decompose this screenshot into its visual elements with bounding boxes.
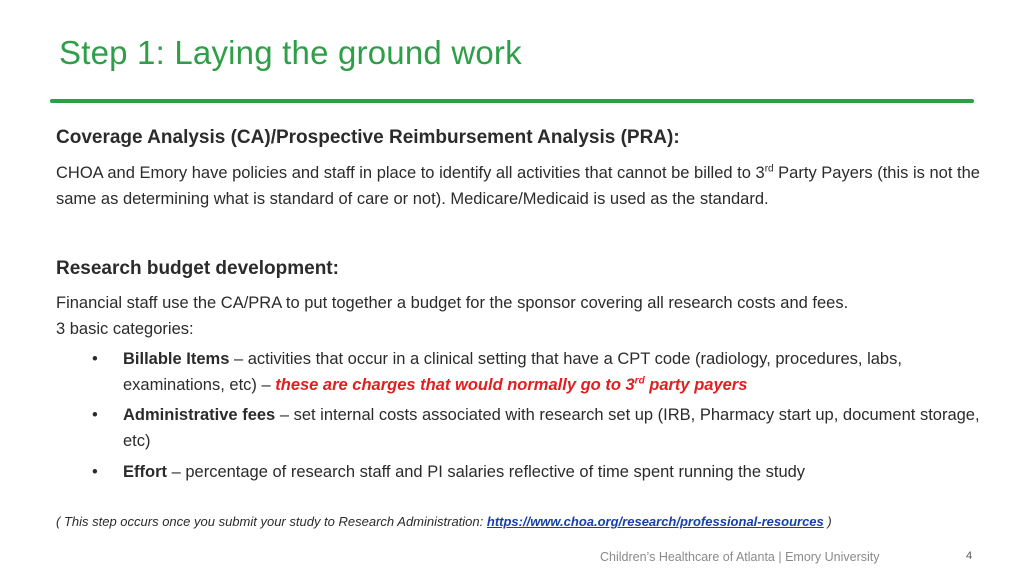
effort-text xyxy=(123,459,993,485)
resources-link[interactable]: https://www.choa.org/research/professional-resources xyxy=(486,514,824,529)
ca-pra-paragraph xyxy=(56,160,996,212)
bullet-dot-icon: • xyxy=(92,406,98,424)
admin-fees-description: – set internal costs associated with research set up (IRB, Pharmacy start up, document storage, etc) xyxy=(123,406,980,450)
budget-intro-line1: Financial staff use the CA/PRA to put together a budget for the sponsor covering all research costs and fees. xyxy=(56,294,849,312)
ca-pra-text-part2: Party Payers (this is not the same as determining what is standard of care or not). Medicare/Medicaid is used as the standard. xyxy=(56,164,980,208)
admin-fees-label: Administrative fees xyxy=(123,406,276,424)
ca-pra-superscript: rd xyxy=(764,163,774,175)
note-suffix: ) xyxy=(823,514,832,529)
slide-footer: Children’s Healthcare of Atlanta | Emory University xyxy=(600,550,880,564)
billable-label: Billable Items xyxy=(123,350,230,368)
effort-label: Effort xyxy=(123,463,167,481)
slide-title: Step 1: Laying the ground work xyxy=(59,34,522,71)
billable-description: – activities that occur in a clinical setting that have a CPT code (radiology, procedures, labs, examinations, etc) – xyxy=(123,350,902,394)
billable-emphasis xyxy=(275,376,747,394)
budget-heading: Research budget development: xyxy=(56,258,339,279)
note-prefix: ( This step occurs once you submit your study to Research Administration: xyxy=(56,514,487,529)
billable-text xyxy=(123,346,993,398)
admin-fees-text xyxy=(123,402,993,454)
budget-intro xyxy=(56,290,996,342)
billable-emphasis-part2: party payers xyxy=(644,376,748,394)
ca-pra-text-part1: CHOA and Emory have policies and staff in place to identify all activities that cannot be billed to 3 xyxy=(56,164,765,182)
billable-emphasis-part1: these are charges that would normally go to 3 xyxy=(275,376,635,394)
bullet-dot-icon: • xyxy=(92,350,98,368)
billable-emphasis-superscript: rd xyxy=(634,375,645,387)
bullet-dot-icon: • xyxy=(92,463,98,481)
submission-note xyxy=(56,514,1016,529)
title-divider xyxy=(50,99,974,103)
page-number: 4 xyxy=(966,550,973,562)
ca-pra-heading: Coverage Analysis (CA)/Prospective Reimbursement Analysis (PRA): xyxy=(56,127,680,148)
budget-intro-line2: 3 basic categories: xyxy=(56,320,194,338)
effort-description: – percentage of research staff and PI salaries reflective of time spent running the study xyxy=(167,463,806,481)
